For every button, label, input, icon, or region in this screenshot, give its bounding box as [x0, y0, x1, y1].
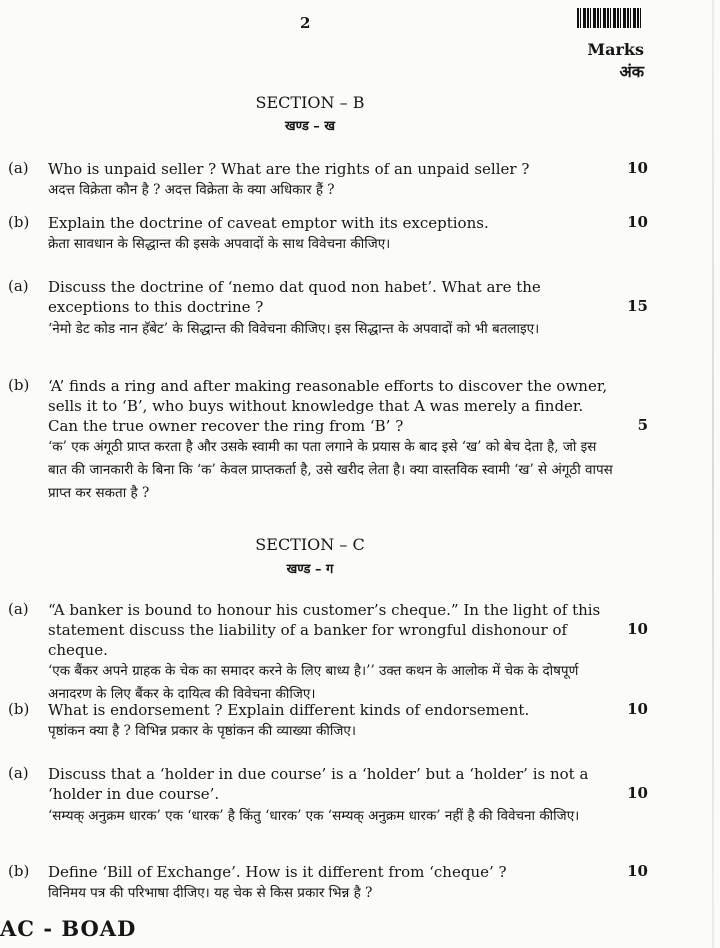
- question-label: (b): [8, 862, 30, 880]
- question-marks: 15: [627, 297, 648, 315]
- section-c-title: SECTION – C: [255, 535, 365, 554]
- question-text-en: What is endorsement ? Explain different kinds of endorsement.: [48, 701, 530, 719]
- question-text-hi: ‘सम्यक् अनुक्रम धारक’ एक ‘धारक’ है किंतु ‘धारक’ एक ‘सम्यक् अनुक्रम धारक’ नहीं है की विवेचना कीजिए।: [48, 808, 580, 824]
- question-text-en: Define ‘Bill of Exchange’. How is it different from ‘cheque’ ?: [48, 863, 507, 881]
- question-label: (a): [8, 159, 29, 177]
- question-label: (a): [8, 277, 29, 295]
- marks-heading-hi: अंक: [619, 62, 644, 81]
- question-label: (a): [8, 600, 29, 618]
- question-marks: 5: [637, 416, 648, 434]
- question-text-hi: अदत्त विक्रेता कौन है ? अदत्त विक्रेता के क्या अधिकार हैं ?: [48, 182, 335, 198]
- question-text-hi: पृष्ठांकन क्या है ? विभिन्न प्रकार के पृष्ठांकन की व्याख्या कीजिए।: [48, 723, 356, 739]
- question-marks: 10: [627, 700, 648, 718]
- question-text-hi: क्रेता सावधान के सिद्धान्त की इसके अपवादों के साथ विवेचना कीजिए।: [48, 236, 391, 252]
- question-text-hi: ‘क’ एक अंगूठी प्राप्त करता है और उसके स्वामी का पता लगाने के प्रयास के बाद इसे ‘ख’ को बेच देता है, जो इस बात की जानकारी के बिना कि ‘क’ केवल प्राप्तकर्ता है, उसे खरीद लेता है। क्या वास्तविक स्वामी ‘ख’ से अंगूठी वापस प्राप्त कर सकता है ?: [48, 439, 613, 501]
- section-b-title: SECTION – B: [255, 93, 365, 112]
- section-b-title-hi: खण्ड – ख: [285, 119, 335, 134]
- question-text-en: ‘A’ finds a ring and after making reasonable efforts to discover the owner, sells it to ‘B’, who buys without knowledge that A was merely a finder. Can the true owner recover the ring from ‘B’ ?: [48, 377, 608, 435]
- question-marks: 10: [627, 213, 648, 231]
- section-c-title-hi: खण्ड – ग: [286, 562, 334, 577]
- barcode-icon: [577, 8, 643, 28]
- question-label: (b): [8, 700, 30, 718]
- page-number: 2: [300, 14, 311, 32]
- question-marks: 10: [627, 862, 648, 880]
- question-text-en: Explain the doctrine of caveat emptor with its exceptions.: [48, 214, 489, 232]
- question-marks: 10: [627, 784, 648, 802]
- marks-heading-en: Marks: [587, 40, 644, 59]
- question-label: (b): [8, 376, 30, 394]
- question-label: (b): [8, 213, 30, 231]
- question-text-hi: ‘नेमो डेट कोड नान हॅबेट’ के सिद्धान्त की विवेचना कीजिए। इस सिद्धान्त के अपवादों को भी बतलाइए।: [48, 321, 540, 337]
- question-text-en: Discuss that a ‘holder in due course’ is a ‘holder’ but a ‘holder’ is not a ‘holder in due course’.: [48, 765, 589, 803]
- page-edge-divider: [712, 0, 714, 948]
- paper-code: AC - BOAD: [0, 916, 137, 941]
- question-text-en: Discuss the doctrine of ‘nemo dat quod non habet’. What are the exceptions to this doctrine ?: [48, 278, 541, 316]
- question-text-hi: ‘एक बैंकर अपने ग्राहक के चेक का समादर करने के लिए बाध्य है।’’ उक्त कथन के आलोक में चेक के दोषपूर्ण अनादरण के लिए बैंकर के दायित्व की विवेचना कीजिए।: [48, 663, 579, 702]
- question-text-hi: विनिमय पत्र की परिभाषा दीजिए। यह चेक से किस प्रकार भिन्न है ?: [48, 885, 373, 901]
- question-text-en: “A banker is bound to honour his customer’s cheque.” In the light of this statement discuss the liability of a banker for wrongful dishonour of cheque.: [48, 601, 601, 659]
- question-label: (a): [8, 764, 29, 782]
- question-text-en: Who is unpaid seller ? What are the rights of an unpaid seller ?: [48, 160, 530, 178]
- question-marks: 10: [627, 620, 648, 638]
- question-marks: 10: [627, 159, 648, 177]
